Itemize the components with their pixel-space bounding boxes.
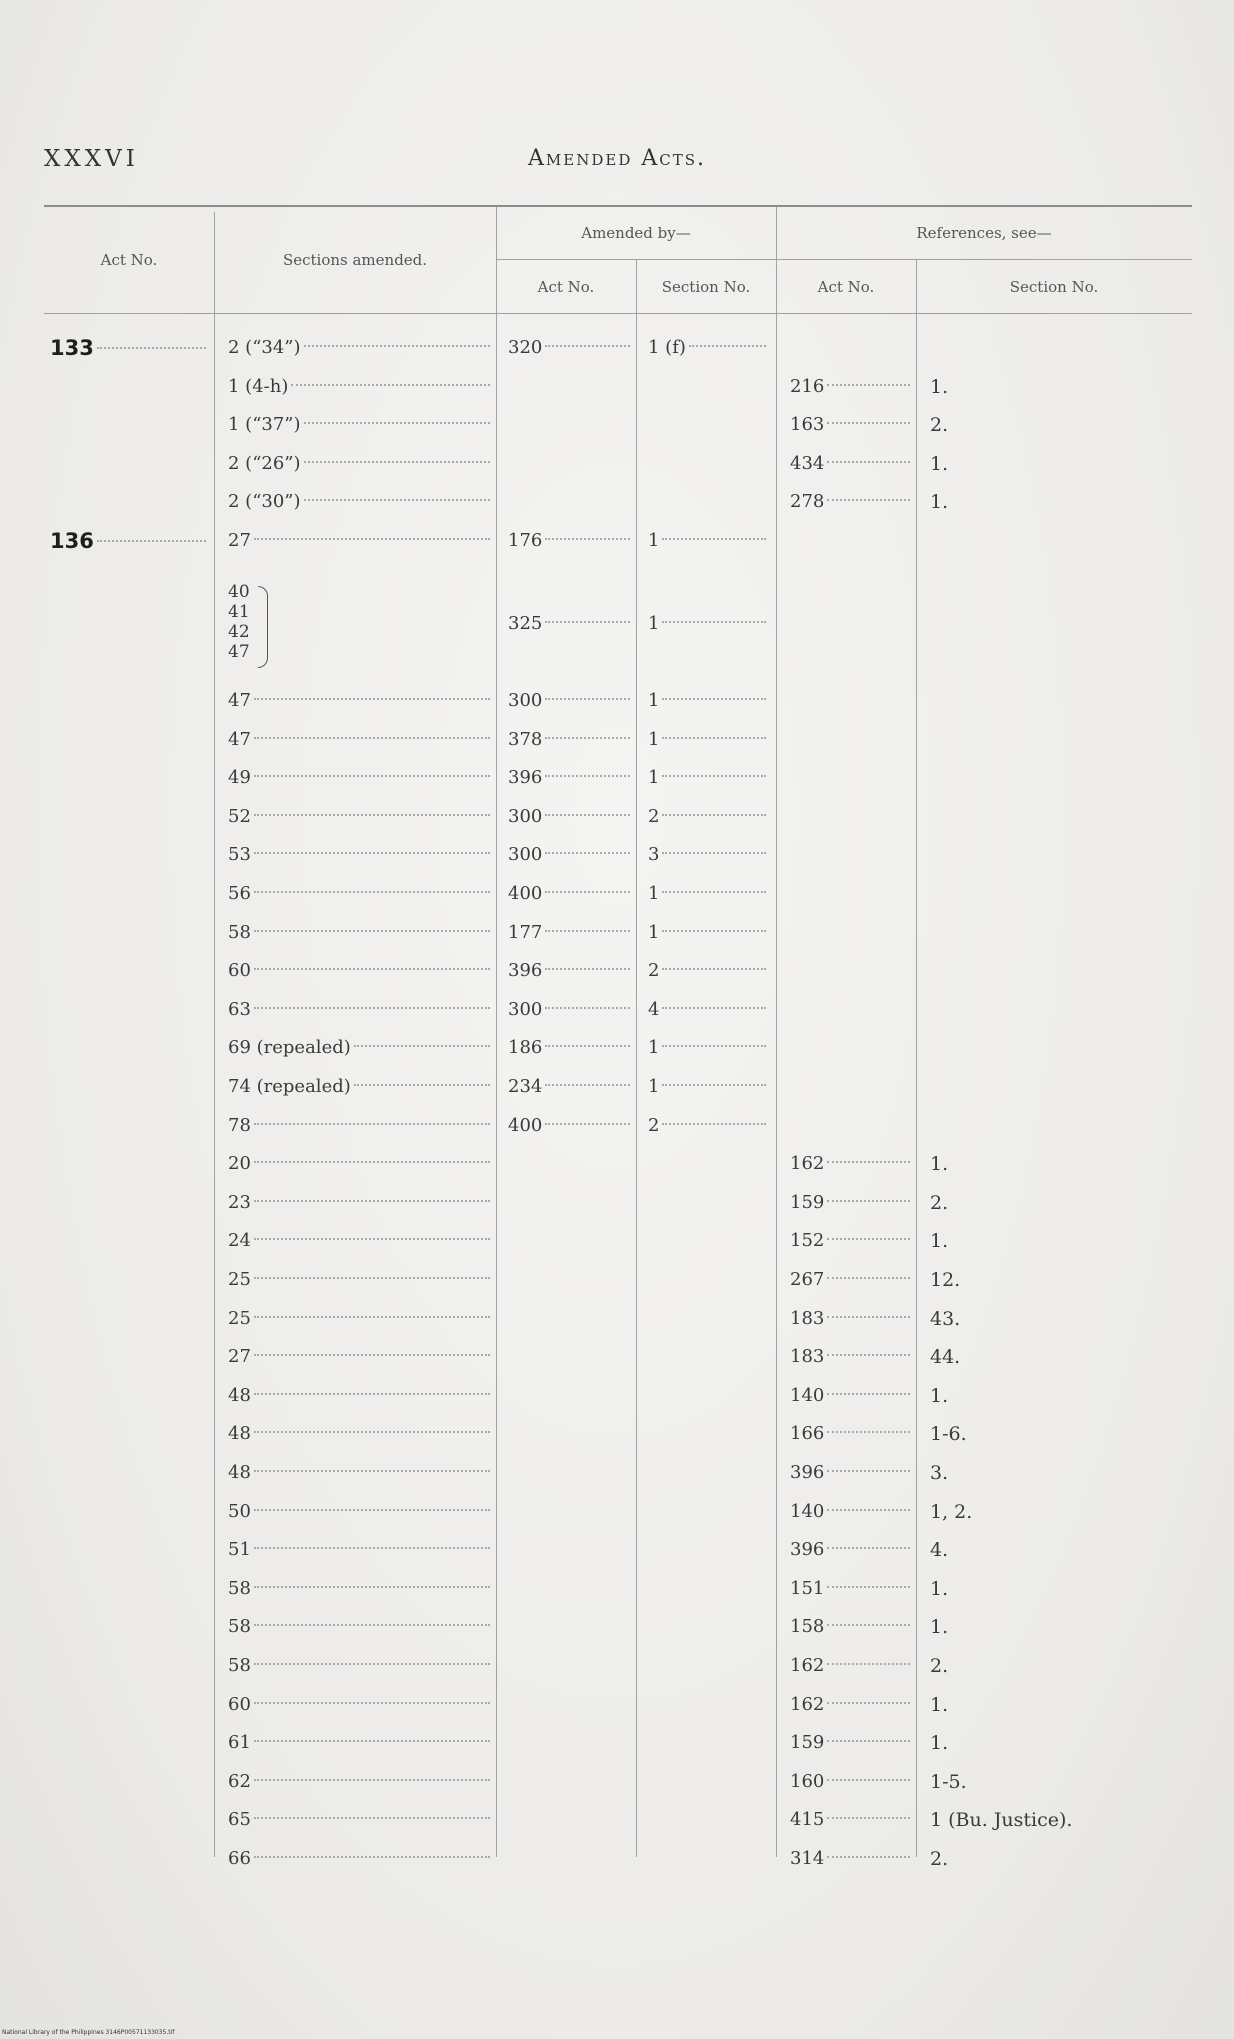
header-amended-act-no: Act No. <box>537 278 595 296</box>
act-number <box>50 725 212 755</box>
amended-act-no: 300 <box>508 802 636 832</box>
ref-section-no: 1. <box>930 1153 949 1176</box>
amended-section-no <box>648 1497 772 1527</box>
ref-section-no: 1. <box>930 1230 949 1253</box>
section-amended: 60 <box>228 956 496 986</box>
section-amended: 58 <box>228 1651 496 1681</box>
ref-section-no: 3. <box>930 1462 949 1484</box>
amended-section-no: 1 <box>648 686 772 716</box>
amended-act-no <box>508 1612 636 1642</box>
ref-act-no: 267 <box>790 1265 916 1295</box>
section-amended: 56 <box>228 879 496 909</box>
section-amended: 60 <box>228 1690 496 1720</box>
header-bottom-rule <box>44 313 1192 314</box>
act-number <box>50 1535 212 1565</box>
header-references: References, see— <box>916 224 1052 242</box>
amended-act-no <box>508 1419 636 1449</box>
amended-section-no <box>648 1844 772 1874</box>
amended-section-no <box>648 372 772 402</box>
amended-act-no <box>508 1226 636 1256</box>
table-row <box>0 526 1234 556</box>
ref-section-no: 1, 2. <box>930 1500 973 1523</box>
act-number <box>50 802 212 832</box>
section-amended: 27 <box>228 1342 496 1372</box>
amended-act-no <box>508 487 636 517</box>
section-amended: 20 <box>228 1149 496 1179</box>
amended-act-no <box>508 1265 636 1295</box>
amended-section-no: 1 <box>648 725 772 755</box>
table-row <box>0 840 1234 870</box>
ref-section-no: 1. <box>930 1732 949 1755</box>
table-row <box>0 1458 1234 1488</box>
act-number <box>50 1497 212 1527</box>
ref-act-no: 163 <box>790 410 916 440</box>
act-number <box>50 1767 212 1797</box>
table-row <box>0 1033 1234 1063</box>
brace-row <box>0 578 1234 674</box>
amended-section-no <box>648 1612 772 1642</box>
act-number <box>50 1612 212 1642</box>
act-number <box>50 995 212 1025</box>
amended-section-no: 2 <box>648 802 772 832</box>
act-number <box>50 956 212 986</box>
section-amended: 58 <box>228 918 496 948</box>
running-head <box>44 146 1190 180</box>
ref-section-no: 1. <box>930 1384 949 1407</box>
table-row <box>0 918 1234 948</box>
amended-act-no <box>508 1188 636 1218</box>
table-row <box>0 1767 1234 1797</box>
ref-section-no: 43. <box>930 1307 961 1330</box>
amended-act-no <box>508 449 636 479</box>
amended-act-no: 400 <box>508 1111 636 1141</box>
amended-act-no: 300 <box>508 686 636 716</box>
ref-section-no: 1 (Bu. Justice). <box>930 1809 1073 1832</box>
amended-act-no: 300 <box>508 840 636 870</box>
amended-section-no <box>648 1304 772 1334</box>
table-row <box>0 1612 1234 1642</box>
amended-section-no <box>648 1574 772 1604</box>
ref-act-no: 162 <box>790 1651 916 1681</box>
ref-section-no: 2. <box>930 1655 949 1677</box>
act-number <box>50 1690 212 1720</box>
amended-act-no <box>508 1497 636 1527</box>
amended-section-no <box>648 1188 772 1218</box>
brace-section: 42 <box>228 622 250 642</box>
amended-section-no: 1 <box>648 1033 772 1063</box>
amended-act-no <box>508 1342 636 1372</box>
act-number <box>50 1458 212 1488</box>
section-amended: 53 <box>228 840 496 870</box>
amended-section-no: 1 <box>648 526 772 556</box>
amended-section-no: 4 <box>648 995 772 1025</box>
ref-act-no: 151 <box>790 1574 916 1604</box>
ref-act-no: 396 <box>790 1458 916 1488</box>
amended-act-no <box>508 372 636 402</box>
amended-section-no <box>648 1767 772 1797</box>
section-amended: 48 <box>228 1381 496 1411</box>
section-amended: 23 <box>228 1188 496 1218</box>
table-row <box>0 1574 1234 1604</box>
ref-section-no: 1. <box>930 1693 949 1716</box>
ref-act-no: 140 <box>790 1497 916 1527</box>
amended-act-no <box>508 1535 636 1565</box>
table-row <box>0 333 1234 363</box>
ref-act-no: 159 <box>790 1188 916 1218</box>
header-ref-act-no: Act No. <box>817 278 875 296</box>
brace-section: 47 <box>228 642 250 662</box>
act-number <box>50 879 212 909</box>
act-number <box>50 1072 212 1102</box>
amended-act-no <box>508 1844 636 1874</box>
section-amended: 25 <box>228 1304 496 1334</box>
act-number <box>50 1149 212 1179</box>
table-row <box>0 1111 1234 1141</box>
amended-section-no: 3 <box>648 840 772 870</box>
amended-act-no: 177 <box>508 918 636 948</box>
ref-section-no: 1. <box>930 452 949 475</box>
act-number <box>50 410 212 440</box>
amended-act-no: 176 <box>508 526 636 556</box>
amended-section-no <box>648 1226 772 1256</box>
amended-act-no: 320 <box>508 333 636 363</box>
amended-act-no <box>508 1381 636 1411</box>
section-amended: 1 (“37”) <box>228 410 496 440</box>
brace-amended-act: 325 <box>508 609 636 639</box>
section-amended: 50 <box>228 1497 496 1527</box>
header-ref-section-no: Section No. <box>1009 278 1099 296</box>
ref-act-no: 162 <box>790 1690 916 1720</box>
brace-section: 40 <box>228 582 250 602</box>
amended-section-no <box>648 1535 772 1565</box>
act-number <box>50 1304 212 1334</box>
section-amended: 25 <box>228 1265 496 1295</box>
ref-section-no: 2. <box>930 1848 949 1870</box>
section-amended: 78 <box>228 1111 496 1141</box>
act-number <box>50 1844 212 1874</box>
group-header-rule <box>496 259 1192 260</box>
amended-act-no <box>508 1690 636 1720</box>
table-row <box>0 1304 1234 1334</box>
act-number <box>50 1651 212 1681</box>
ref-section-no: 2. <box>930 1191 949 1214</box>
amended-act-no: 378 <box>508 725 636 755</box>
section-amended: 2 (“26”) <box>228 449 496 479</box>
amended-section-no <box>648 1149 772 1179</box>
amended-section-no <box>648 1728 772 1758</box>
act-number <box>50 918 212 948</box>
amended-section-no: 2 <box>648 956 772 986</box>
act-number <box>50 1111 212 1141</box>
ref-section-no: 4. <box>930 1539 949 1562</box>
header-sections-amended: Sections amended. <box>282 251 428 269</box>
section-amended: 2 (“30”) <box>228 487 496 517</box>
section-amended: 48 <box>228 1419 496 1449</box>
amended-section-no: 1 <box>648 1072 772 1102</box>
section-amended: 62 <box>228 1767 496 1797</box>
amended-act-no <box>508 1767 636 1797</box>
act-number: 133 <box>50 333 212 363</box>
ref-act-no: 216 <box>790 372 916 402</box>
page-title: Amended Acts. <box>528 146 706 171</box>
amended-section-no <box>648 1805 772 1835</box>
brace-amended-section: 1 <box>648 609 772 639</box>
table-row <box>0 1381 1234 1411</box>
act-number <box>50 1419 212 1449</box>
section-amended: 51 <box>228 1535 496 1565</box>
amended-act-no <box>508 1728 636 1758</box>
amended-section-no: 1 <box>648 879 772 909</box>
act-number <box>50 1728 212 1758</box>
section-amended: 63 <box>228 995 496 1025</box>
amended-section-no <box>648 1458 772 1488</box>
ref-act-no: 415 <box>790 1805 916 1835</box>
amended-act-no: 396 <box>508 763 636 793</box>
amended-act-no: 396 <box>508 956 636 986</box>
table-row <box>0 686 1234 716</box>
section-amended: 74 (repealed) <box>228 1072 496 1102</box>
section-amended: 58 <box>228 1612 496 1642</box>
ref-act-no: 159 <box>790 1728 916 1758</box>
amended-section-no <box>648 449 772 479</box>
table-row <box>0 1188 1234 1218</box>
act-number <box>50 372 212 402</box>
section-amended: 24 <box>228 1226 496 1256</box>
amended-act-no <box>508 1574 636 1604</box>
act-number <box>50 1033 212 1063</box>
table-row <box>0 725 1234 755</box>
table-row <box>0 763 1234 793</box>
ref-section-no: 1. <box>930 491 949 514</box>
act-number <box>50 1805 212 1835</box>
table-row <box>0 1072 1234 1102</box>
brace-sections <box>228 582 258 662</box>
table-row <box>0 449 1234 479</box>
table-row <box>0 1497 1234 1527</box>
page-number: XXXVI <box>44 146 139 172</box>
act-number <box>50 1381 212 1411</box>
amended-act-no: 234 <box>508 1072 636 1102</box>
amended-section-no <box>648 487 772 517</box>
table-row <box>0 802 1234 832</box>
table-row <box>0 487 1234 517</box>
table-row <box>0 995 1234 1025</box>
amended-act-no: 300 <box>508 995 636 1025</box>
section-amended: 47 <box>228 725 496 755</box>
ref-act-no: 183 <box>790 1342 916 1372</box>
act-number <box>50 1574 212 1604</box>
ref-act-no: 160 <box>790 1767 916 1797</box>
amended-act-no <box>508 410 636 440</box>
amended-act-no <box>508 1805 636 1835</box>
ref-act-no: 183 <box>790 1304 916 1334</box>
table-row <box>0 1419 1234 1449</box>
curly-brace-icon <box>258 586 268 668</box>
ref-section-no: 12. <box>930 1269 961 1291</box>
section-amended: 58 <box>228 1574 496 1604</box>
amended-section-no <box>648 1342 772 1372</box>
table-row <box>0 1342 1234 1372</box>
section-amended: 47 <box>228 686 496 716</box>
ref-act-no: 166 <box>790 1419 916 1449</box>
table-row <box>0 1535 1234 1565</box>
act-number <box>50 1226 212 1256</box>
brace-section: 41 <box>228 602 250 622</box>
act-number: 136 <box>50 526 212 556</box>
table-row <box>0 1844 1234 1874</box>
ref-act-no: 140 <box>790 1381 916 1411</box>
ref-act-no: 152 <box>790 1226 916 1256</box>
scan-footer: National Library of the Philippines 3146P00571133035.tif <box>2 2029 175 2036</box>
section-amended: 49 <box>228 763 496 793</box>
amended-section-no <box>648 410 772 440</box>
table-row <box>0 1805 1234 1835</box>
brace-leader <box>272 609 496 639</box>
table-row <box>0 1728 1234 1758</box>
act-number <box>50 1265 212 1295</box>
header-act-no: Act No. <box>100 251 158 269</box>
ref-act-no: 162 <box>790 1149 916 1179</box>
section-amended: 61 <box>228 1728 496 1758</box>
amended-section-no <box>648 1651 772 1681</box>
act-number <box>50 449 212 479</box>
amended-act-no <box>508 1304 636 1334</box>
amended-section-no: 1 (f) <box>648 333 772 363</box>
amended-act-no <box>508 1651 636 1681</box>
ref-section-no: 1. <box>930 375 949 398</box>
act-number <box>50 487 212 517</box>
ref-section-no: 44. <box>930 1346 961 1369</box>
ref-section-no: 1-5. <box>930 1770 967 1793</box>
section-amended: 65 <box>228 1805 496 1835</box>
ref-act-no: 278 <box>790 487 916 517</box>
section-amended: 1 (4-h) <box>228 372 496 402</box>
section-amended: 48 <box>228 1458 496 1488</box>
amended-act-no <box>508 1458 636 1488</box>
ref-section-no: 1. <box>930 1616 949 1639</box>
act-number <box>50 763 212 793</box>
section-amended: 69 (repealed) <box>228 1033 496 1063</box>
section-amended: 2 (“34”) <box>228 333 496 363</box>
amended-section-no <box>648 1419 772 1449</box>
amended-act-no: 186 <box>508 1033 636 1063</box>
ref-section-no: 1. <box>930 1577 949 1600</box>
table-row <box>0 1226 1234 1256</box>
header-amended-by: Amended by— <box>581 224 691 242</box>
table-row <box>0 1265 1234 1295</box>
header-amended-section-no: Section No. <box>661 278 751 296</box>
section-amended: 66 <box>228 1844 496 1874</box>
ref-act-no: 434 <box>790 449 916 479</box>
act-number <box>50 840 212 870</box>
amended-section-no <box>648 1690 772 1720</box>
table-row <box>0 1651 1234 1681</box>
amended-act-no: 400 <box>508 879 636 909</box>
table-row <box>0 956 1234 986</box>
ref-act-no: 314 <box>790 1844 916 1874</box>
amended-section-no: 1 <box>648 918 772 948</box>
table-row <box>0 1149 1234 1179</box>
table-row <box>0 1690 1234 1720</box>
amended-section-no <box>648 1265 772 1295</box>
ref-section-no: 2. <box>930 414 949 437</box>
section-amended: 27 <box>228 526 496 556</box>
act-number <box>50 1188 212 1218</box>
table-row <box>0 372 1234 402</box>
act-number <box>50 1342 212 1372</box>
table-top-rule <box>44 205 1192 207</box>
amended-section-no <box>648 1381 772 1411</box>
act-number <box>50 686 212 716</box>
ref-act-no: 396 <box>790 1535 916 1565</box>
table-row <box>0 879 1234 909</box>
amended-section-no: 2 <box>648 1111 772 1141</box>
table-row <box>0 410 1234 440</box>
section-amended: 52 <box>228 802 496 832</box>
ref-act-no: 158 <box>790 1612 916 1642</box>
ref-section-no: 1-6. <box>930 1423 967 1446</box>
amended-act-no <box>508 1149 636 1179</box>
amended-section-no: 1 <box>648 763 772 793</box>
